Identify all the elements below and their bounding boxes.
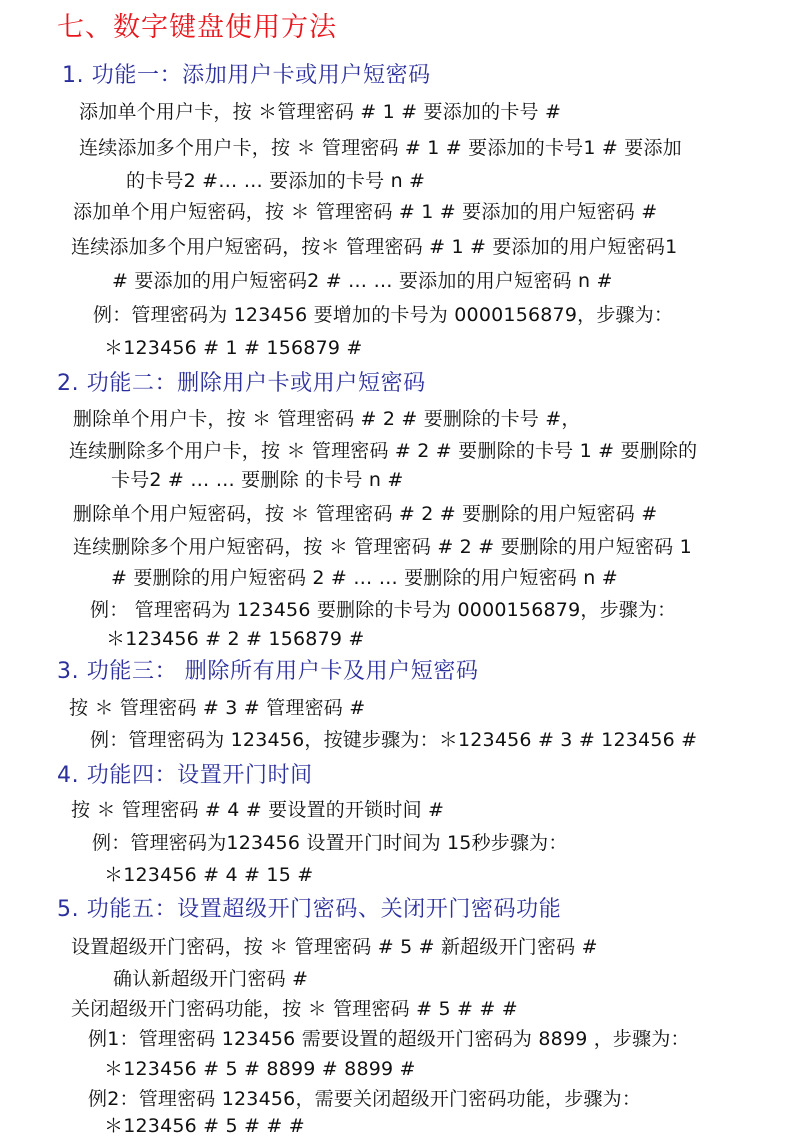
body-line: # 要删除的用户短密码 2 # … … 要删除的用户短密码 n # [111,567,618,589]
example-line: 例1：管理密码 123456 需要设置的超级开门密码为 8899 ，步骤为： [88,1028,690,1050]
example-keys: ＊123456 # 2 # 156879 # [106,628,365,650]
body-line: 添加单个用户短密码，按 ＊ 管理密码 # 1 # 要添加的用户短密码 # [73,201,658,223]
body-line: 的卡号2 #… … 要添加的卡号 n # [126,170,426,192]
section-heading-2: 2. 功能二：删除用户卡或用户短密码 [57,371,426,396]
body-line: 卡号2 # … … 要删除 的卡号 n # [111,469,404,491]
body-line: 删除单个用户卡，按 ＊ 管理密码 # 2 # 要删除的卡号 #， [73,408,581,430]
body-line: # 要添加的用户短密码2 # … … 要添加的用户短密码 n # [112,270,613,292]
section-heading-4: 4. 功能四：设置开门时间 [57,763,313,788]
section-heading-1: 1. 功能一：添加用户卡或用户短密码 [62,63,431,88]
body-line: 确认新超级开门密码 # [113,968,309,990]
example-keys: ＊123456 # 5 # 8899 # 8899 # [104,1058,416,1080]
body-line: 删除单个用户短密码，按 ＊ 管理密码 # 2 # 要删除的用户短密码 # [73,503,658,525]
body-line: 连续删除多个用户短密码，按 ＊ 管理密码 # 2 # 要删除的用户短密码 1 [73,536,692,558]
example-line: 例2：管理密码 123456，需要关闭超级开门密码功能，步骤为： [88,1088,642,1110]
body-line: 连续添加多个用户卡，按 ＊ 管理密码 # 1 # 要添加的卡号1 # 要添加 [79,137,682,159]
body-line: 设置超级开门密码，按 ＊ 管理密码 # 5 # 新超级开门密码 # [71,936,598,958]
body-line: 关闭超级开门密码功能，按 ＊ 管理密码 # 5 # # # [71,998,518,1020]
page-title: 七、数字键盘使用方法 [57,12,337,43]
example-line: 例： 管理密码为 123456 要删除的卡号为 0000156879，步骤为： [90,599,677,621]
section-heading-3: 3. 功能三： 删除所有用户卡及用户短密码 [57,659,479,684]
example-keys: ＊123456 # 4 # 15 # [104,864,314,886]
example-line: 例：管理密码为123456 设置开门时间为 15秒步骤为： [92,832,568,854]
example-line: 例：管理密码为 123456 要增加的卡号为 0000156879，步骤为： [93,304,674,326]
body-line: 添加单个用户卡，按 ＊管理密码 # 1 # 要添加的卡号 # [79,101,562,123]
body-line: 按 ＊ 管理密码 # 3 # 管理密码 # [69,697,366,719]
example-keys: ＊123456 # 1 # 156879 # [104,337,363,359]
body-line: 按 ＊ 管理密码 # 4 # 要设置的开锁时间 # [71,799,445,821]
body-line: 连续添加多个用户短密码，按＊ 管理密码 # 1 # 要添加的用户短密码1 [71,236,678,258]
example-line: 例：管理密码为 123456，按键步骤为：＊123456 # 3 # 123456 # [90,729,698,751]
section-heading-5: 5. 功能五：设置超级开门密码、关闭开门密码功能 [57,897,562,922]
example-keys: ＊123456 # 5 # # # [104,1115,305,1137]
body-line: 连续删除多个用户卡，按 ＊ 管理密码 # 2 # 要删除的卡号 1 # 要删除的 [69,440,698,462]
